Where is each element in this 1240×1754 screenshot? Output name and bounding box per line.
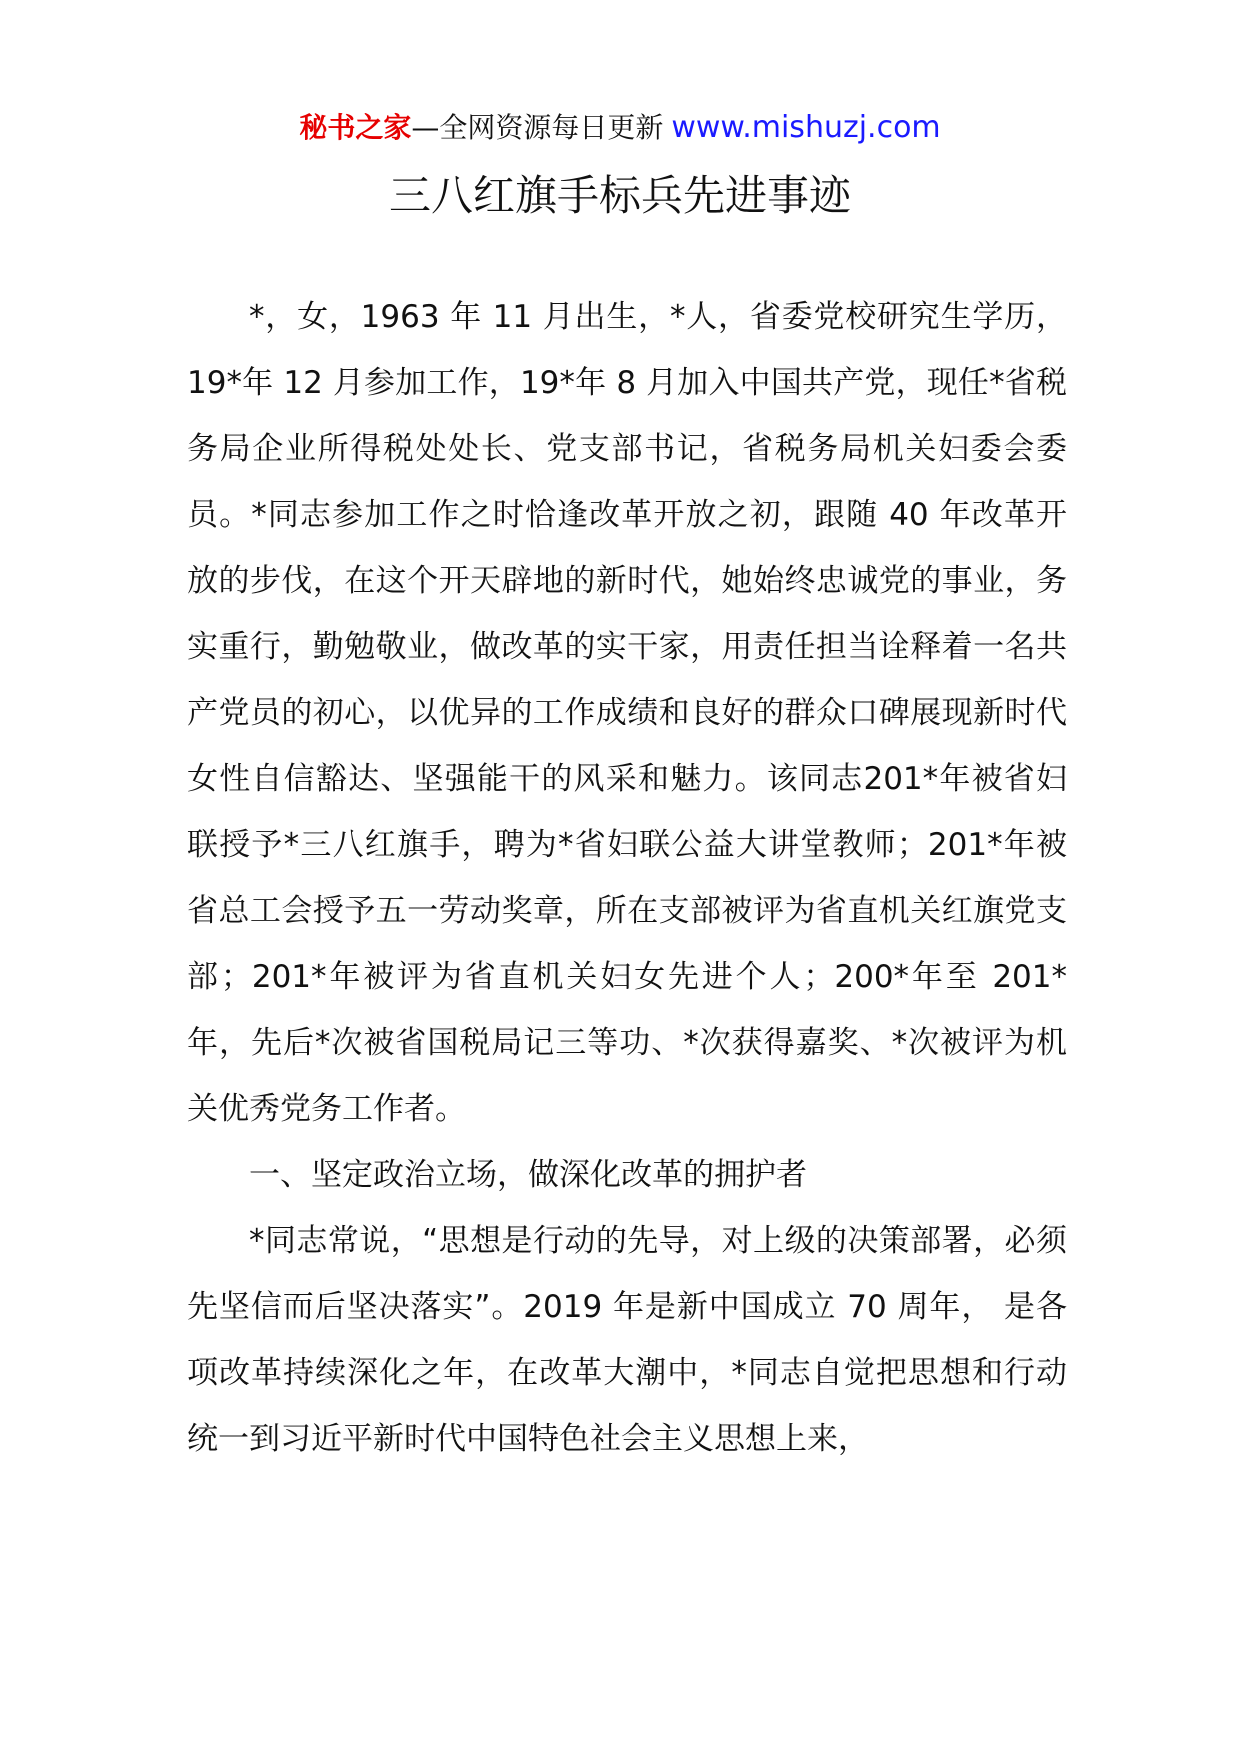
site-url-link[interactable]: www.mishuzj.com [671,110,941,145]
section-heading-1: 一、坚定政治立场，做深化改革的拥护者 [249,1157,807,1193]
brand-name: 秘书之家 [299,111,412,144]
header-tagline: —全网资源每日更新 [411,111,664,144]
page-header [0,108,1240,148]
paragraph-intro: *，女，1963 年 11 月出生，*人，省委党校研究生学历， 19*年 12 月参加工作，19*年 8 月加入中国共产党，现任*省税务局企业所得税处处长、党支部书记，省税务局机关妇委会委员。*同志参加工作之时恰逢改革开放之初，跟随 40 年改革开放的步伐，在这个开天辟地的新时代，她始终忠诚党的事业，务实重行，勤勉敬业，做改革的实干家，用责任担当诠释着一名共产党员的初心，以优异的工作成绩和良好的群众口碑展现新时代女性自信豁达、坚强能干的风采和魅力。该同志201*年被省妇联授予*三八红旗手，聘为*省妇联公益大讲堂教师；201*年被省总工会授予五一劳动奖章，所在支部被评为省直机关红旗党支部；201*年被评为省直机关妇女先进个人；200*年至 201*年，先后*次被省国税局记三等功、*次获得嘉奖、*次被评为机关优秀党务工作者。 [187,299,1067,1127]
paragraph-section-1: *同志常说，“思想是行动的先导，对上级的决策部署，必须先坚信而后坚决落实”。2019 年是新中国成立 70 周年， 是各项改革持续深化之年，在改革大潮中，*同志自觉把思想和行动统一到习近平新时代中国特色社会主义思想上来， [187,1223,1067,1457]
document-body [187,284,1067,1472]
document-title: 三八红旗手标兵先进事迹 [388,171,851,220]
